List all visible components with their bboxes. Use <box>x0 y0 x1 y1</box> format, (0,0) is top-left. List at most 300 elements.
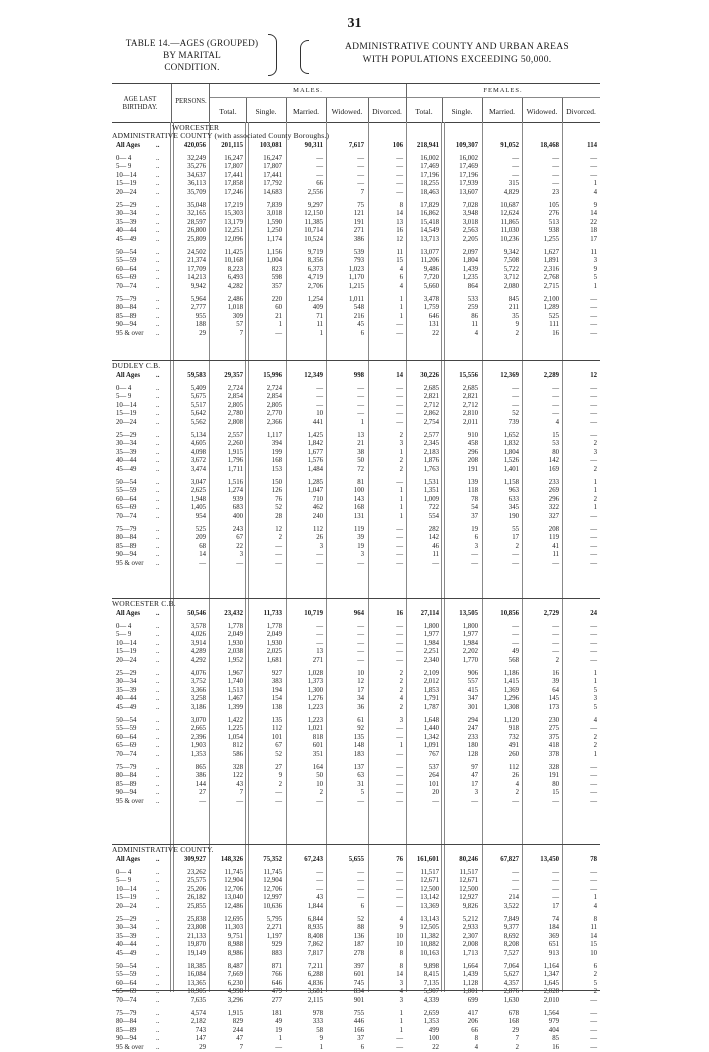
leader-dots: .. <box>156 877 160 885</box>
cell-persons: 3,474 <box>190 466 206 473</box>
cell-female-total: 13,369 <box>420 903 439 910</box>
cell-female-married: 633 <box>508 495 519 503</box>
cell-male-divorced: — <box>396 410 403 418</box>
cell-male-single: 598 <box>271 274 282 282</box>
cell-female-single: 699 <box>467 997 478 1004</box>
cell-female-widowed: 913 <box>548 950 559 957</box>
cell-male-single: 126 <box>271 487 282 495</box>
cell-female-single: 533 <box>467 295 478 303</box>
column-rule <box>482 98 483 122</box>
cell-female-divorced: 22 <box>590 218 597 226</box>
cell-male-married: 1,300 <box>307 686 323 694</box>
cell-female-total: 2,659 <box>423 1009 439 1017</box>
age-group-row <box>112 971 600 979</box>
cell-persons: 34,637 <box>187 171 206 179</box>
leader-dots: .. <box>156 1044 160 1051</box>
leader-dots: .. <box>156 798 160 805</box>
age-label: 10—14 <box>116 885 137 893</box>
cell-male-divorced: — <box>396 903 403 910</box>
leader-dots: .. <box>156 551 160 559</box>
cell-male-married: 8,408 <box>307 932 323 940</box>
age-label: All Ages <box>116 372 140 379</box>
cell-male-married: — <box>316 868 323 876</box>
cell-male-single: 2,025 <box>266 648 282 656</box>
leader-dots: .. <box>156 189 160 196</box>
cell-female-married: 9,377 <box>503 924 519 932</box>
cell-male-single: 2,366 <box>266 419 282 426</box>
cell-female-married: 5,722 <box>503 265 519 273</box>
age-label: 30—34 <box>116 440 137 448</box>
column-rule <box>442 98 443 122</box>
cell-female-divorced: — <box>590 885 597 893</box>
header-rule <box>210 97 600 98</box>
cell-male-total: 1,740 <box>227 678 243 686</box>
cell-male-divorced: 2 <box>399 431 403 439</box>
table-title-line: ADMINISTRATIVE COUNTY AND URBAN AREAS <box>345 42 569 52</box>
all-ages-row <box>112 610 600 618</box>
leader-dots: .. <box>156 372 160 379</box>
age-group-row <box>112 266 600 274</box>
cell-female-widowed: — <box>552 798 559 805</box>
age-label: 50—54 <box>116 716 137 724</box>
cell-male-total: 1,711 <box>227 466 243 473</box>
age-group-row <box>112 410 600 418</box>
cell-female-widowed: — <box>552 410 559 418</box>
cell-male-married: 10,719 <box>304 610 323 617</box>
cell-female-total: 2,754 <box>423 419 439 426</box>
cell-female-widowed: — <box>552 560 559 567</box>
age-label: 50—54 <box>116 248 137 256</box>
cell-male-widowed: 50 <box>357 457 364 465</box>
age-label: 80—84 <box>116 304 137 312</box>
cell-female-single: 1,439 <box>462 971 478 979</box>
leader-dots: .. <box>156 622 160 630</box>
age-group-row <box>112 933 600 941</box>
age-header: AGE LAST BIRTHDAY. <box>122 96 158 111</box>
cell-female-total: 1,787 <box>423 704 439 711</box>
cell-male-divorced: 1 <box>399 448 403 456</box>
cell-male-married: 10,524 <box>304 236 323 243</box>
age-group-row <box>112 963 600 971</box>
leader-dots: .. <box>156 236 160 243</box>
age-group-row <box>112 640 600 648</box>
cell-male-widowed: 19 <box>357 542 364 550</box>
cell-female-single: 66 <box>471 1026 478 1034</box>
cell-female-widowed: 173 <box>548 704 559 711</box>
cell-female-single: 1,713 <box>462 950 478 957</box>
cell-female-widowed: 513 <box>548 218 559 226</box>
cell-male-married: 240 <box>312 513 323 520</box>
cell-female-widowed: 4 <box>555 419 559 426</box>
cell-female-married: 11,865 <box>500 218 519 226</box>
cell-female-married: 1,401 <box>503 466 519 473</box>
age-group-row <box>112 440 600 448</box>
age-label: 55—59 <box>116 725 137 733</box>
leader-dots: .. <box>156 780 160 788</box>
cell-female-widowed: — <box>552 631 559 639</box>
cell-female-widowed: 53 <box>552 440 559 448</box>
cell-male-total: 328 <box>232 763 243 771</box>
cell-male-total: 8,988 <box>227 941 243 949</box>
cell-male-divorced: 4 <box>399 988 403 996</box>
cell-male-single: 2,854 <box>266 393 282 401</box>
leader-dots: .. <box>156 885 160 893</box>
cell-male-single: 17,441 <box>263 171 282 179</box>
cell-male-single: 10,636 <box>263 903 282 910</box>
col-female-divorced: Divorced. <box>566 107 596 116</box>
cell-female-single: 301 <box>467 704 478 711</box>
cell-female-married: 26 <box>512 772 519 780</box>
cell-male-married: 1,842 <box>307 440 323 448</box>
cell-male-divorced: 9 <box>399 924 403 932</box>
cell-female-married: 2 <box>515 1044 519 1051</box>
cell-female-married: — <box>512 393 519 401</box>
cell-female-widowed: 169 <box>548 466 559 473</box>
cell-female-married: 1,158 <box>503 478 519 486</box>
leader-dots: .. <box>156 924 160 932</box>
column-rule <box>368 98 369 122</box>
cell-male-widowed: 137 <box>353 763 364 771</box>
cell-male-single: 220 <box>271 295 282 303</box>
age-label: 65—69 <box>116 274 137 282</box>
cell-male-single: 5,795 <box>266 915 282 923</box>
section-title <box>112 846 422 854</box>
cell-male-single: 2,049 <box>266 631 282 639</box>
cell-male-widowed: 1,170 <box>348 274 364 282</box>
cell-male-divorced: 16 <box>396 610 403 617</box>
cell-female-widowed: 1,164 <box>543 962 559 970</box>
cell-female-widowed: 404 <box>548 1026 559 1034</box>
cell-male-divorced: — <box>396 657 403 664</box>
cell-female-single: 2,821 <box>462 393 478 401</box>
age-label: 80—84 <box>116 1018 137 1026</box>
cell-male-widowed: 1,023 <box>348 265 364 273</box>
cell-male-total: 10,168 <box>224 257 243 265</box>
cell-female-married: 91,052 <box>500 142 519 149</box>
cell-female-divorced: — <box>590 798 597 805</box>
cell-persons: 68 <box>199 542 206 550</box>
cell-male-single: 17,792 <box>263 180 282 188</box>
table-title-line: TABLE 14.—AGES (GROUPED) <box>125 38 259 48</box>
cell-persons: 14 <box>199 551 206 559</box>
leader-dots: .. <box>156 560 160 567</box>
cell-male-divorced: — <box>396 154 403 162</box>
cell-female-married: 1,120 <box>503 716 519 724</box>
cell-male-single: 766 <box>271 971 282 979</box>
cell-male-widowed: 52 <box>357 915 364 923</box>
leader-dots: .. <box>156 312 160 320</box>
cell-female-single: 17,196 <box>459 171 478 179</box>
cell-female-total: 11,517 <box>420 868 439 876</box>
cell-male-widowed: 10 <box>357 669 364 677</box>
cell-female-widowed: 378 <box>548 751 559 758</box>
cell-male-single: 646 <box>271 979 282 987</box>
cell-male-married: 462 <box>312 504 323 512</box>
cell-male-widowed: 88 <box>357 924 364 932</box>
leader-dots: .. <box>156 657 160 664</box>
cell-male-widowed: — <box>357 180 364 188</box>
cell-female-widowed: — <box>552 622 559 630</box>
cell-female-divorced: 114 <box>587 142 597 149</box>
cell-female-married: 3,712 <box>503 274 519 282</box>
cell-male-widowed: 36 <box>357 704 364 711</box>
cell-male-total: 1,054 <box>227 733 243 741</box>
cell-female-widowed: — <box>552 639 559 647</box>
age-label: 0— 4 <box>116 868 132 876</box>
age-group-row <box>112 687 600 695</box>
column-rule <box>406 84 407 122</box>
cell-male-married: 1 <box>319 1044 323 1051</box>
cell-persons: 5,964 <box>190 295 206 303</box>
cell-female-married: 260 <box>508 751 519 758</box>
cell-persons: 24,502 <box>187 248 206 256</box>
cell-male-total: 683 <box>232 504 243 512</box>
age-group-row <box>112 742 600 750</box>
cell-male-widowed: 793 <box>353 257 364 265</box>
cell-female-total: 18,255 <box>420 180 439 188</box>
cell-male-total: 1,930 <box>227 639 243 647</box>
cell-female-divorced: — <box>590 648 597 656</box>
cell-male-married: 1,285 <box>307 478 323 486</box>
cell-female-total: 646 <box>428 312 439 320</box>
cell-male-widowed: — <box>357 163 364 171</box>
cell-female-total: 1,791 <box>423 695 439 703</box>
age-group-row <box>112 457 600 465</box>
age-group-row <box>112 869 600 877</box>
cell-female-widowed: — <box>552 401 559 409</box>
cell-male-single: 138 <box>271 704 282 711</box>
cell-female-widowed: 327 <box>548 513 559 520</box>
table-body <box>112 122 600 1051</box>
age-group-row <box>112 648 600 656</box>
leader-dots: .. <box>156 283 160 290</box>
cell-male-married: 1 <box>319 330 323 337</box>
cell-male-total: 57 <box>236 321 243 329</box>
persons-header: PERSONS. <box>175 98 207 105</box>
cell-female-divorced: 2 <box>593 733 597 741</box>
cell-female-single: 2,712 <box>462 401 478 409</box>
cell-male-total: 4,998 <box>227 988 243 996</box>
cell-male-single: — <box>275 330 282 337</box>
cell-persons: 25,575 <box>187 877 206 885</box>
cell-female-married: 10,687 <box>500 201 519 209</box>
age-group-row <box>112 513 600 521</box>
cell-female-divorced: 1 <box>593 487 597 495</box>
age-group-row <box>112 1018 600 1026</box>
cell-male-widowed: 6 <box>360 1044 364 1051</box>
cell-persons: 209 <box>195 534 206 542</box>
age-label: 85—89 <box>116 1026 137 1034</box>
cell-female-married: 678 <box>508 1009 519 1017</box>
cell-male-married: 271 <box>312 657 323 664</box>
cell-female-widowed: 2,768 <box>543 274 559 282</box>
cell-female-married: 7,508 <box>503 257 519 265</box>
col-female-married: Married. <box>488 107 516 116</box>
cell-male-widowed: 5 <box>360 789 364 797</box>
cell-female-total: 46 <box>432 542 439 550</box>
age-label: 85—89 <box>116 312 137 320</box>
cell-female-widowed: 64 <box>552 686 559 694</box>
cell-female-widowed: — <box>552 180 559 188</box>
leader-dots: .. <box>156 410 160 418</box>
cell-female-widowed: 16 <box>552 1044 559 1051</box>
cell-female-married: 7 <box>515 1035 519 1043</box>
cell-male-total: 1,225 <box>227 725 243 733</box>
column-rule <box>326 98 327 122</box>
cell-male-total: 16,247 <box>224 154 243 162</box>
age-group-row <box>112 764 600 772</box>
age-group-row <box>112 189 600 197</box>
cell-persons: 26,182 <box>187 894 206 902</box>
cell-male-divorced: — <box>396 1035 403 1043</box>
cell-male-divorced: 3 <box>399 440 403 448</box>
cell-male-divorced: 1 <box>399 504 403 512</box>
leader-dots: .. <box>156 678 160 686</box>
cell-male-divorced: — <box>396 542 403 550</box>
age-group-row <box>112 487 600 495</box>
cell-female-divorced: 14 <box>590 210 597 218</box>
cell-female-divorced: — <box>590 622 597 630</box>
cell-male-total: 201,115 <box>221 142 243 149</box>
cell-female-single: 13,607 <box>459 189 478 196</box>
cell-male-widowed: — <box>357 639 364 647</box>
age-label: 20—24 <box>116 419 137 426</box>
cell-female-total: 16,862 <box>420 210 439 218</box>
cell-female-divorced: — <box>590 725 597 733</box>
leader-dots: .. <box>156 431 160 439</box>
cell-persons: 10,905 <box>187 988 206 996</box>
cell-male-widowed: 964 <box>353 610 364 617</box>
cell-male-total: 7 <box>239 1044 243 1051</box>
cell-female-divorced: — <box>590 1026 597 1034</box>
cell-female-single: 233 <box>467 733 478 741</box>
cell-female-divorced: — <box>590 321 597 329</box>
cell-male-married: 978 <box>312 1009 323 1017</box>
cell-male-single: 2,805 <box>266 401 282 409</box>
leader-dots: .. <box>156 542 160 550</box>
cell-female-single: 13,505 <box>459 610 478 617</box>
col-male-total: Total. <box>219 107 237 116</box>
cell-female-widowed: 11 <box>552 551 559 559</box>
cell-female-married: 12,624 <box>500 210 519 218</box>
cell-female-divorced: 1 <box>593 478 597 486</box>
cell-male-married: 1,223 <box>307 704 323 711</box>
cell-male-divorced: 6 <box>399 274 403 282</box>
leader-dots: .. <box>156 856 160 863</box>
leader-dots: .. <box>156 321 160 329</box>
leader-dots: .. <box>156 525 160 533</box>
age-label: 20—24 <box>116 903 137 910</box>
age-group-row <box>112 886 600 894</box>
age-label: 50—54 <box>116 478 137 486</box>
cell-male-widowed: 13 <box>357 431 364 439</box>
cell-male-widowed: 6 <box>360 903 364 910</box>
cell-male-divorced: 14 <box>396 372 403 379</box>
cell-male-single: 52 <box>275 504 282 512</box>
section-title <box>112 362 422 370</box>
cell-female-total: 722 <box>428 504 439 512</box>
cell-male-divorced: 8 <box>399 950 403 957</box>
cell-persons: 14,213 <box>187 274 206 282</box>
cell-female-single: 4 <box>474 1044 478 1051</box>
cell-female-divorced: 24 <box>590 610 597 617</box>
cell-female-widowed: 276 <box>548 210 559 218</box>
cell-persons: 3,578 <box>190 622 206 630</box>
cell-male-widowed: 446 <box>353 1018 364 1026</box>
age-label: 10—14 <box>116 171 137 179</box>
cell-male-widowed: — <box>357 657 364 664</box>
cell-male-divorced: — <box>396 321 403 329</box>
cell-female-divorced: 5 <box>593 274 597 282</box>
cell-male-total: 812 <box>232 742 243 750</box>
cell-male-widowed: 745 <box>353 979 364 987</box>
cell-male-total: 13,040 <box>224 894 243 902</box>
section-rule <box>112 360 600 361</box>
age-label: 0— 4 <box>116 384 132 392</box>
cell-male-single: 168 <box>271 457 282 465</box>
age-group-row <box>112 274 600 282</box>
age-label: 95 & over <box>116 1044 144 1051</box>
cell-female-total: 7,720 <box>423 274 439 282</box>
cell-male-single: 2,724 <box>266 384 282 392</box>
age-label: 60—64 <box>116 265 137 273</box>
age-group-row <box>112 717 600 725</box>
cell-female-single: 9,826 <box>462 903 478 910</box>
cell-persons: 2,396 <box>190 733 206 741</box>
cell-female-divorced: — <box>590 763 597 771</box>
age-group-row <box>112 227 600 235</box>
cell-persons: 19,149 <box>187 950 206 957</box>
cell-female-widowed: 39 <box>552 678 559 686</box>
cell-female-total: 22 <box>432 1044 439 1051</box>
males-header: MALES. <box>293 87 323 94</box>
cell-male-total: 2,808 <box>227 419 243 426</box>
cell-female-divorced: 2 <box>593 466 597 473</box>
leader-dots: .. <box>156 610 160 617</box>
column-rule <box>562 98 563 122</box>
cell-male-married: 12,349 <box>304 372 323 379</box>
age-label: 35—39 <box>116 218 137 226</box>
cell-female-widowed: 1,347 <box>543 971 559 979</box>
cell-female-married: — <box>512 798 519 805</box>
age-group-row <box>112 155 600 163</box>
cell-male-total: 7,669 <box>227 971 243 979</box>
cell-female-divorced: — <box>590 1044 597 1051</box>
age-label: 20—24 <box>116 189 137 196</box>
cell-male-married: 2,706 <box>307 283 323 290</box>
cell-male-single: 1 <box>278 1035 282 1043</box>
cell-persons: 2,625 <box>190 487 206 495</box>
cell-female-single: 1,770 <box>462 657 478 664</box>
cell-female-single: 80,246 <box>459 856 478 863</box>
cell-male-married: — <box>316 877 323 885</box>
table-title-line: WITH POPULATIONS EXCEEDING 50,000. <box>362 55 552 65</box>
cell-female-divorced: 5 <box>593 979 597 987</box>
table-title-line: BY MARITAL <box>163 50 221 60</box>
cell-female-divorced: — <box>590 1018 597 1026</box>
cell-female-total: 2,109 <box>423 669 439 677</box>
cell-female-divorced: — <box>590 457 597 465</box>
cell-male-total: 586 <box>232 751 243 758</box>
cell-female-married: 345 <box>508 504 519 512</box>
cell-female-widowed: — <box>552 171 559 179</box>
age-label: 75—79 <box>116 763 137 771</box>
cell-male-married: 164 <box>312 763 323 771</box>
age-group-row <box>112 236 600 244</box>
age-label: 90—94 <box>116 321 137 329</box>
age-group-row <box>112 172 600 180</box>
cell-persons: 19,870 <box>187 941 206 949</box>
